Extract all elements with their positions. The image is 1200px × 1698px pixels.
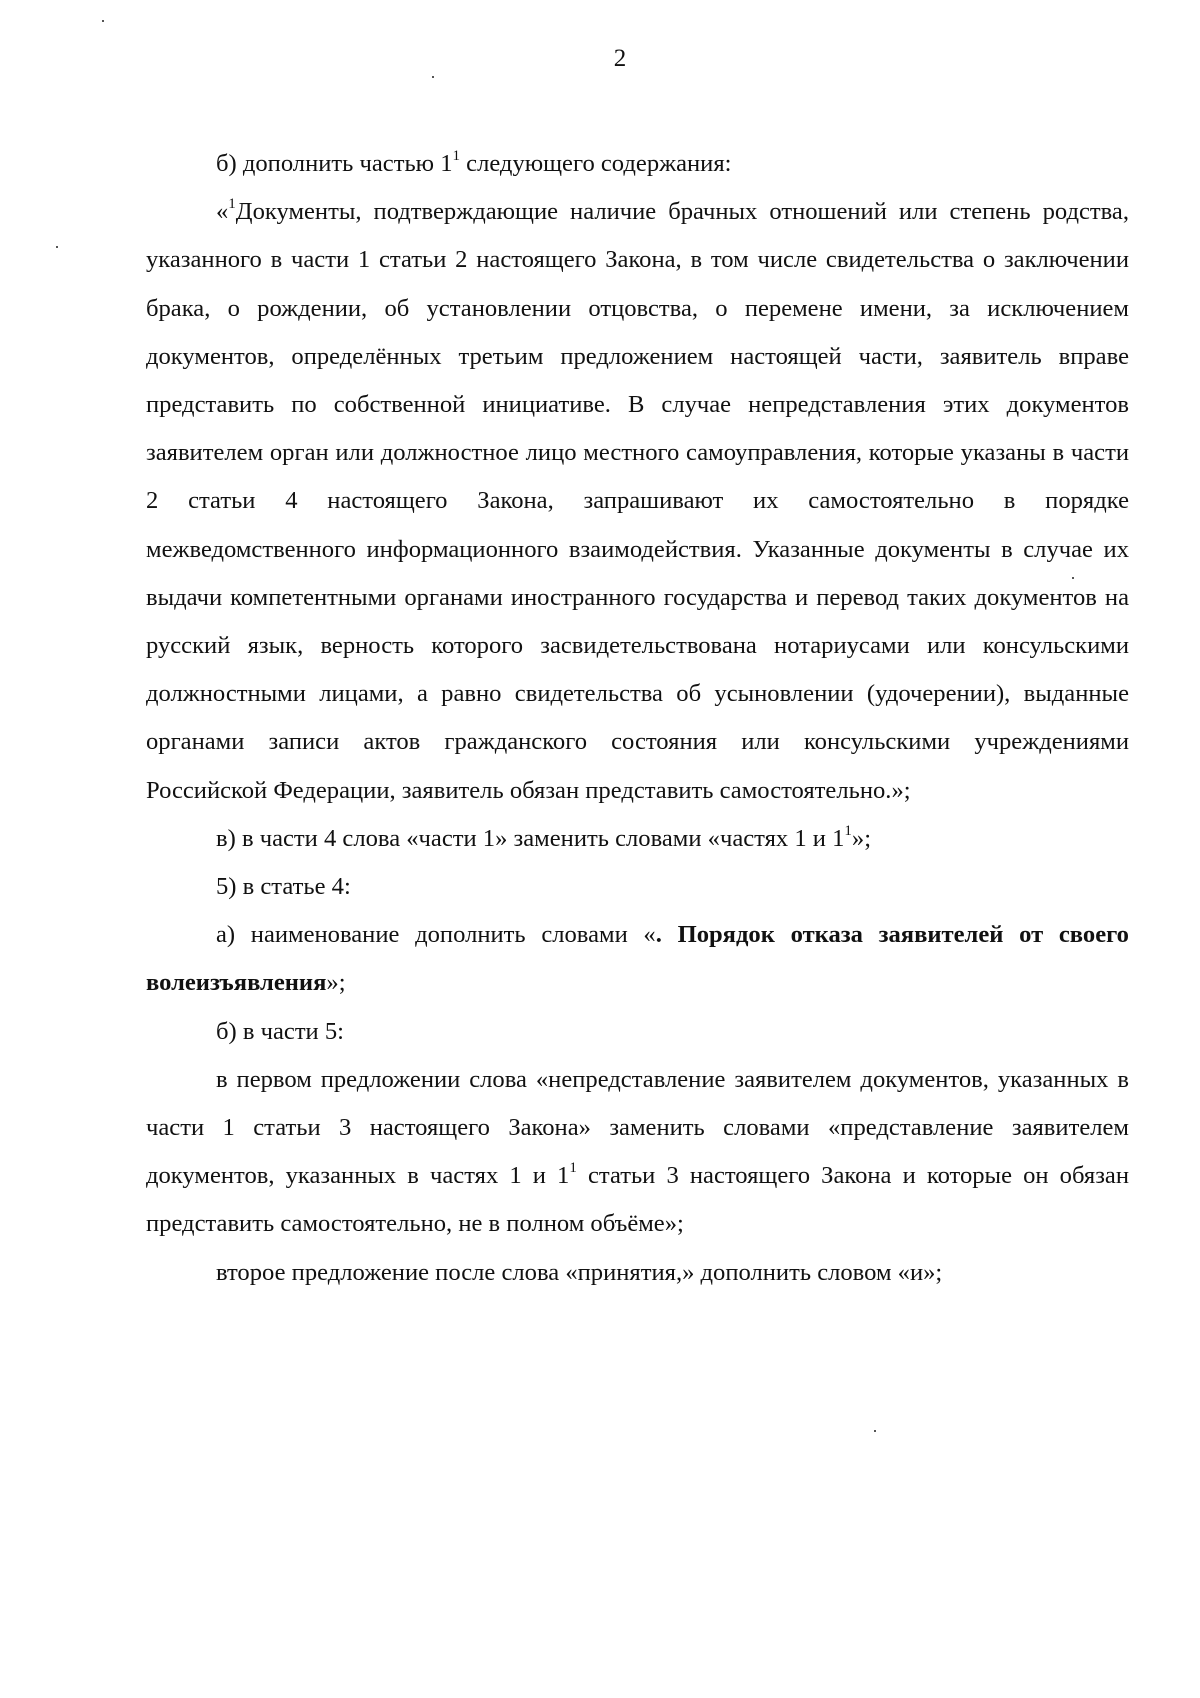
- paragraph-b-part-5: б) в части 5:: [216, 1017, 345, 1045]
- paragraph-article-4: 5) в статье 4:: [216, 873, 351, 901]
- scan-speck: [56, 246, 58, 248]
- scan-speck: [874, 1430, 876, 1432]
- paragraph-v-part-4: в) в части 4 слова «части 1» заменить словами «частях 1 и $1^1$»;: [216, 822, 872, 852]
- paragraph-b-add-part: б) дополнить частью $1^1$ следующего содержания:: [216, 148, 732, 177]
- page-number: 2: [613, 45, 627, 72]
- paragraph-second-sentence: второе предложение после слова «принятия,» дополнить словом «и»;: [216, 1258, 943, 1286]
- document-body: [146, 140, 1129, 1297]
- scan-speck: [102, 20, 104, 22]
- paragraph-documents-text: «$^1$Документы, подтверждающие наличие брачных отношений или степень родства, указанного в части 1 статьи 2 настоящего Закона, в том числе свидетельства о заключении брака, о рождении, об установлении отцовства, о перемене имени, за исключением документов, определённых третьим предложением настоящей части, заявитель вправе представить по собственной инициативе. В случае непредставления этих документов заявителем орган или должностное лицо местного самоуправления, которые указаны в части 2 статьи 4 настоящего Закона, запрашивают их самостоятельно в порядке межведомственного информационного взаимодействия. Указанные документы в случае их выдачи компетентными органами иностранного государства и перевод таких документов на русский язык, верность которого засвидетельствована нотариусами или консульскими должностными лицами, а равно свидетельства об усыновлении (удочерении), выданные органами записи актов гражданского состояния или консульскими учреждениями Российской Федерации, заявитель обязан представить самостоятельно.»;: [146, 196, 1129, 804]
- paragraph-first-sentence: в первом предложении слова «непредставление заявителем документов, указанных в части 1 статьи 3 настоящего Закона» заменить словами «представление заявителем документов, указанных в частях 1 и $1^1$ статьи 3 настоящего Закона и которые он обязан представить самостоятельно, не в полном объёме»;: [146, 1065, 1129, 1238]
- paragraph-a-name: а) наименование дополнить словами «. Порядок отказа заявителей от своего волеизъявления»;: [146, 921, 1129, 997]
- scan-speck: [432, 76, 434, 78]
- bold-insertion: . Порядок отказа заявителей от своего волеизъявления: [146, 921, 1129, 997]
